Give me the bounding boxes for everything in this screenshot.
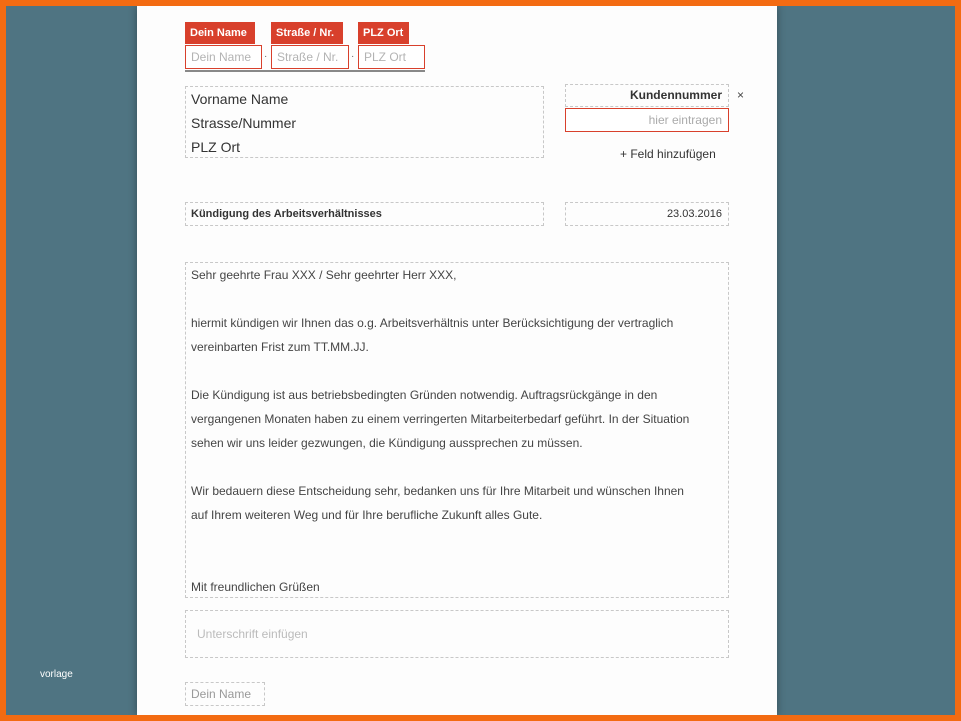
add-field-button[interactable]: + Feld hinzufügen xyxy=(620,147,716,161)
recipient-name: Vorname Name xyxy=(191,91,289,107)
letter-body-box[interactable] xyxy=(185,262,729,598)
sender-name-field[interactable]: Dein Name xyxy=(185,45,262,69)
recipient-address-box[interactable] xyxy=(185,86,544,158)
paragraph-line: vereinbarten Frist zum TT.MM.JJ. xyxy=(191,340,369,354)
close-icon[interactable]: × xyxy=(737,88,745,102)
name-box[interactable] xyxy=(185,682,265,706)
subject-box[interactable] xyxy=(185,202,544,226)
background-panel xyxy=(6,6,955,715)
letter-page xyxy=(137,6,777,715)
salutation: Sehr geehrte Frau XXX / Sehr geehrter Herr XXX, xyxy=(191,268,457,282)
recipient-street: Strasse/Nummer xyxy=(191,115,297,131)
sender-street-field[interactable]: Straße / Nr. xyxy=(271,45,349,69)
watermark-text: vorlage xyxy=(40,669,73,680)
signature-box[interactable] xyxy=(185,610,729,658)
paragraph-line: vergangenen Monaten haben zu einem verringerten Mitarbeiterbedarf geführt. In der Situation xyxy=(191,412,690,426)
paragraph-line: Wir bedauern diese Entscheidung sehr, bedanken uns für Ihre Mitarbeit und wünschen Ihnen xyxy=(191,484,684,498)
date-text: 23.03.2016 xyxy=(666,208,722,220)
sender-name-tag: Dein Name xyxy=(185,22,255,44)
closing: Mit freundlichen Grüßen xyxy=(191,580,320,594)
sender-city-field[interactable]: PLZ Ort xyxy=(358,45,425,69)
signature-placeholder: Unterschrift einfügen xyxy=(197,627,308,641)
paragraph-line: Die Kündigung ist aus betriebsbedingten Gründen notwendig. Auftragsrückgänge in den xyxy=(191,388,658,402)
customer-number-label-box[interactable] xyxy=(565,84,729,107)
paragraph-line: hiermit kündigen wir Ihnen das o.g. Arbeitsverhältnis unter Berücksichtigung der vertraglich xyxy=(191,316,674,330)
letter-body xyxy=(186,263,728,599)
recipient-city: PLZ Ort xyxy=(191,139,241,155)
date-box[interactable] xyxy=(565,202,729,226)
sender-underline xyxy=(185,70,425,72)
sender-city-tag: PLZ Ort xyxy=(358,22,409,44)
customer-number-label: Kundennummer xyxy=(629,88,722,102)
sender-street-tag: Straße / Nr. xyxy=(271,22,343,44)
separator-dot: · xyxy=(351,51,355,62)
subject-text: Kündigung des Arbeitsverhältnisses xyxy=(191,208,382,220)
separator-dot: · xyxy=(264,51,268,62)
paragraph-line: sehen wir uns leider gezwungen, die Kündigung aussprechen zu müssen. xyxy=(191,436,583,450)
customer-number-input[interactable]: hier eintragen xyxy=(565,108,729,132)
name-placeholder: Dein Name xyxy=(191,687,252,701)
paragraph-line: auf Ihrem weiteren Weg und für Ihre berufliche Zukunft alles Gute. xyxy=(191,508,543,522)
